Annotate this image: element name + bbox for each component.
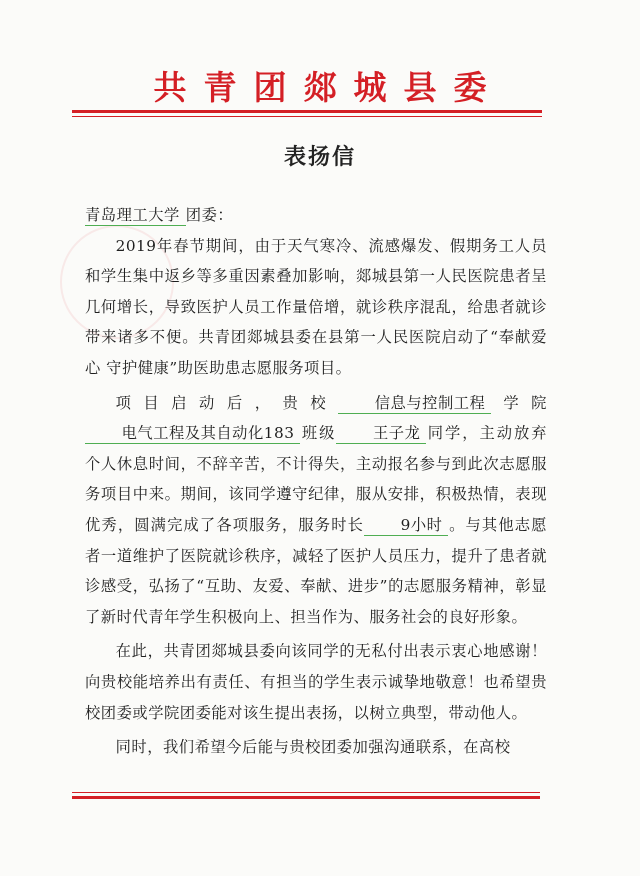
- p2-text-3: 班级: [300, 424, 337, 443]
- service-hours: 9小时: [364, 515, 448, 536]
- p2-text-4: 同学，主动放弃个人休息时间，不辞辛苦，不计得失，主动报名参与到此次志愿服务项目中来。期间，该同学遵守纪律，服从安排，积极热情，表现优秀，圆满完成了各项服务，服务时长: [85, 424, 547, 534]
- salutation: [85, 200, 547, 231]
- letterhead-rule: [72, 110, 542, 117]
- salutation-suffix: 团委：: [185, 206, 234, 224]
- paragraph-thanks: 在此，共青团郯城县委向该同学的无私付出表示衷心地感谢！向贵校能培养出有责任、有担当的学生表示诚挚地敬意！也希望贵校团委或学院团委能对该生提出表扬，以树立典型，带动他人。: [85, 642, 547, 722]
- paragraph-commendation: [85, 388, 547, 633]
- letterhead-org-name: 共青团郯城县委: [153, 68, 504, 107]
- class-name: 电气工程及其自动化183: [85, 423, 300, 444]
- college-name: 信息与控制工程: [338, 393, 491, 414]
- footer-rule: [72, 792, 540, 799]
- paragraph-background: 2019年春节期间，由于天气寒冷、流感爆发、假期务工人员和学生集中返乡等多重因素叠加影响，郯城县第一人民医院患者呈几何增长，导致医护人员工作量倍增，就诊秩序混乱，给患者就诊带来诸多不便。共青团郯城县委在县第一人民医院启动了“奉献爱心 守护健康”助医助患志愿服务项目。: [85, 236, 547, 377]
- p2-text-2: 学院: [491, 393, 547, 412]
- p2-text-1: 项目启动后，贵校: [115, 393, 339, 412]
- recipient-school: 青岛理工大学: [85, 205, 186, 226]
- student-name: 王子龙: [336, 423, 426, 444]
- paragraph-cooperation: 同时，我们希望今后能与贵校团委加强沟通联系，在高校: [115, 738, 511, 757]
- letter-title: 表扬信: [283, 144, 356, 170]
- p2-text-5: 。与其他志愿者一道维护了医院就诊秩序，减轻了医护人员压力，提升了患者就诊感受，弘扬了“互助、友爱、奉献、进步”的志愿服务精神，彰显了新时代青年学生积极向上、担当作为、服务社会的良好形象。: [85, 515, 547, 626]
- letter-body: [85, 200, 547, 763]
